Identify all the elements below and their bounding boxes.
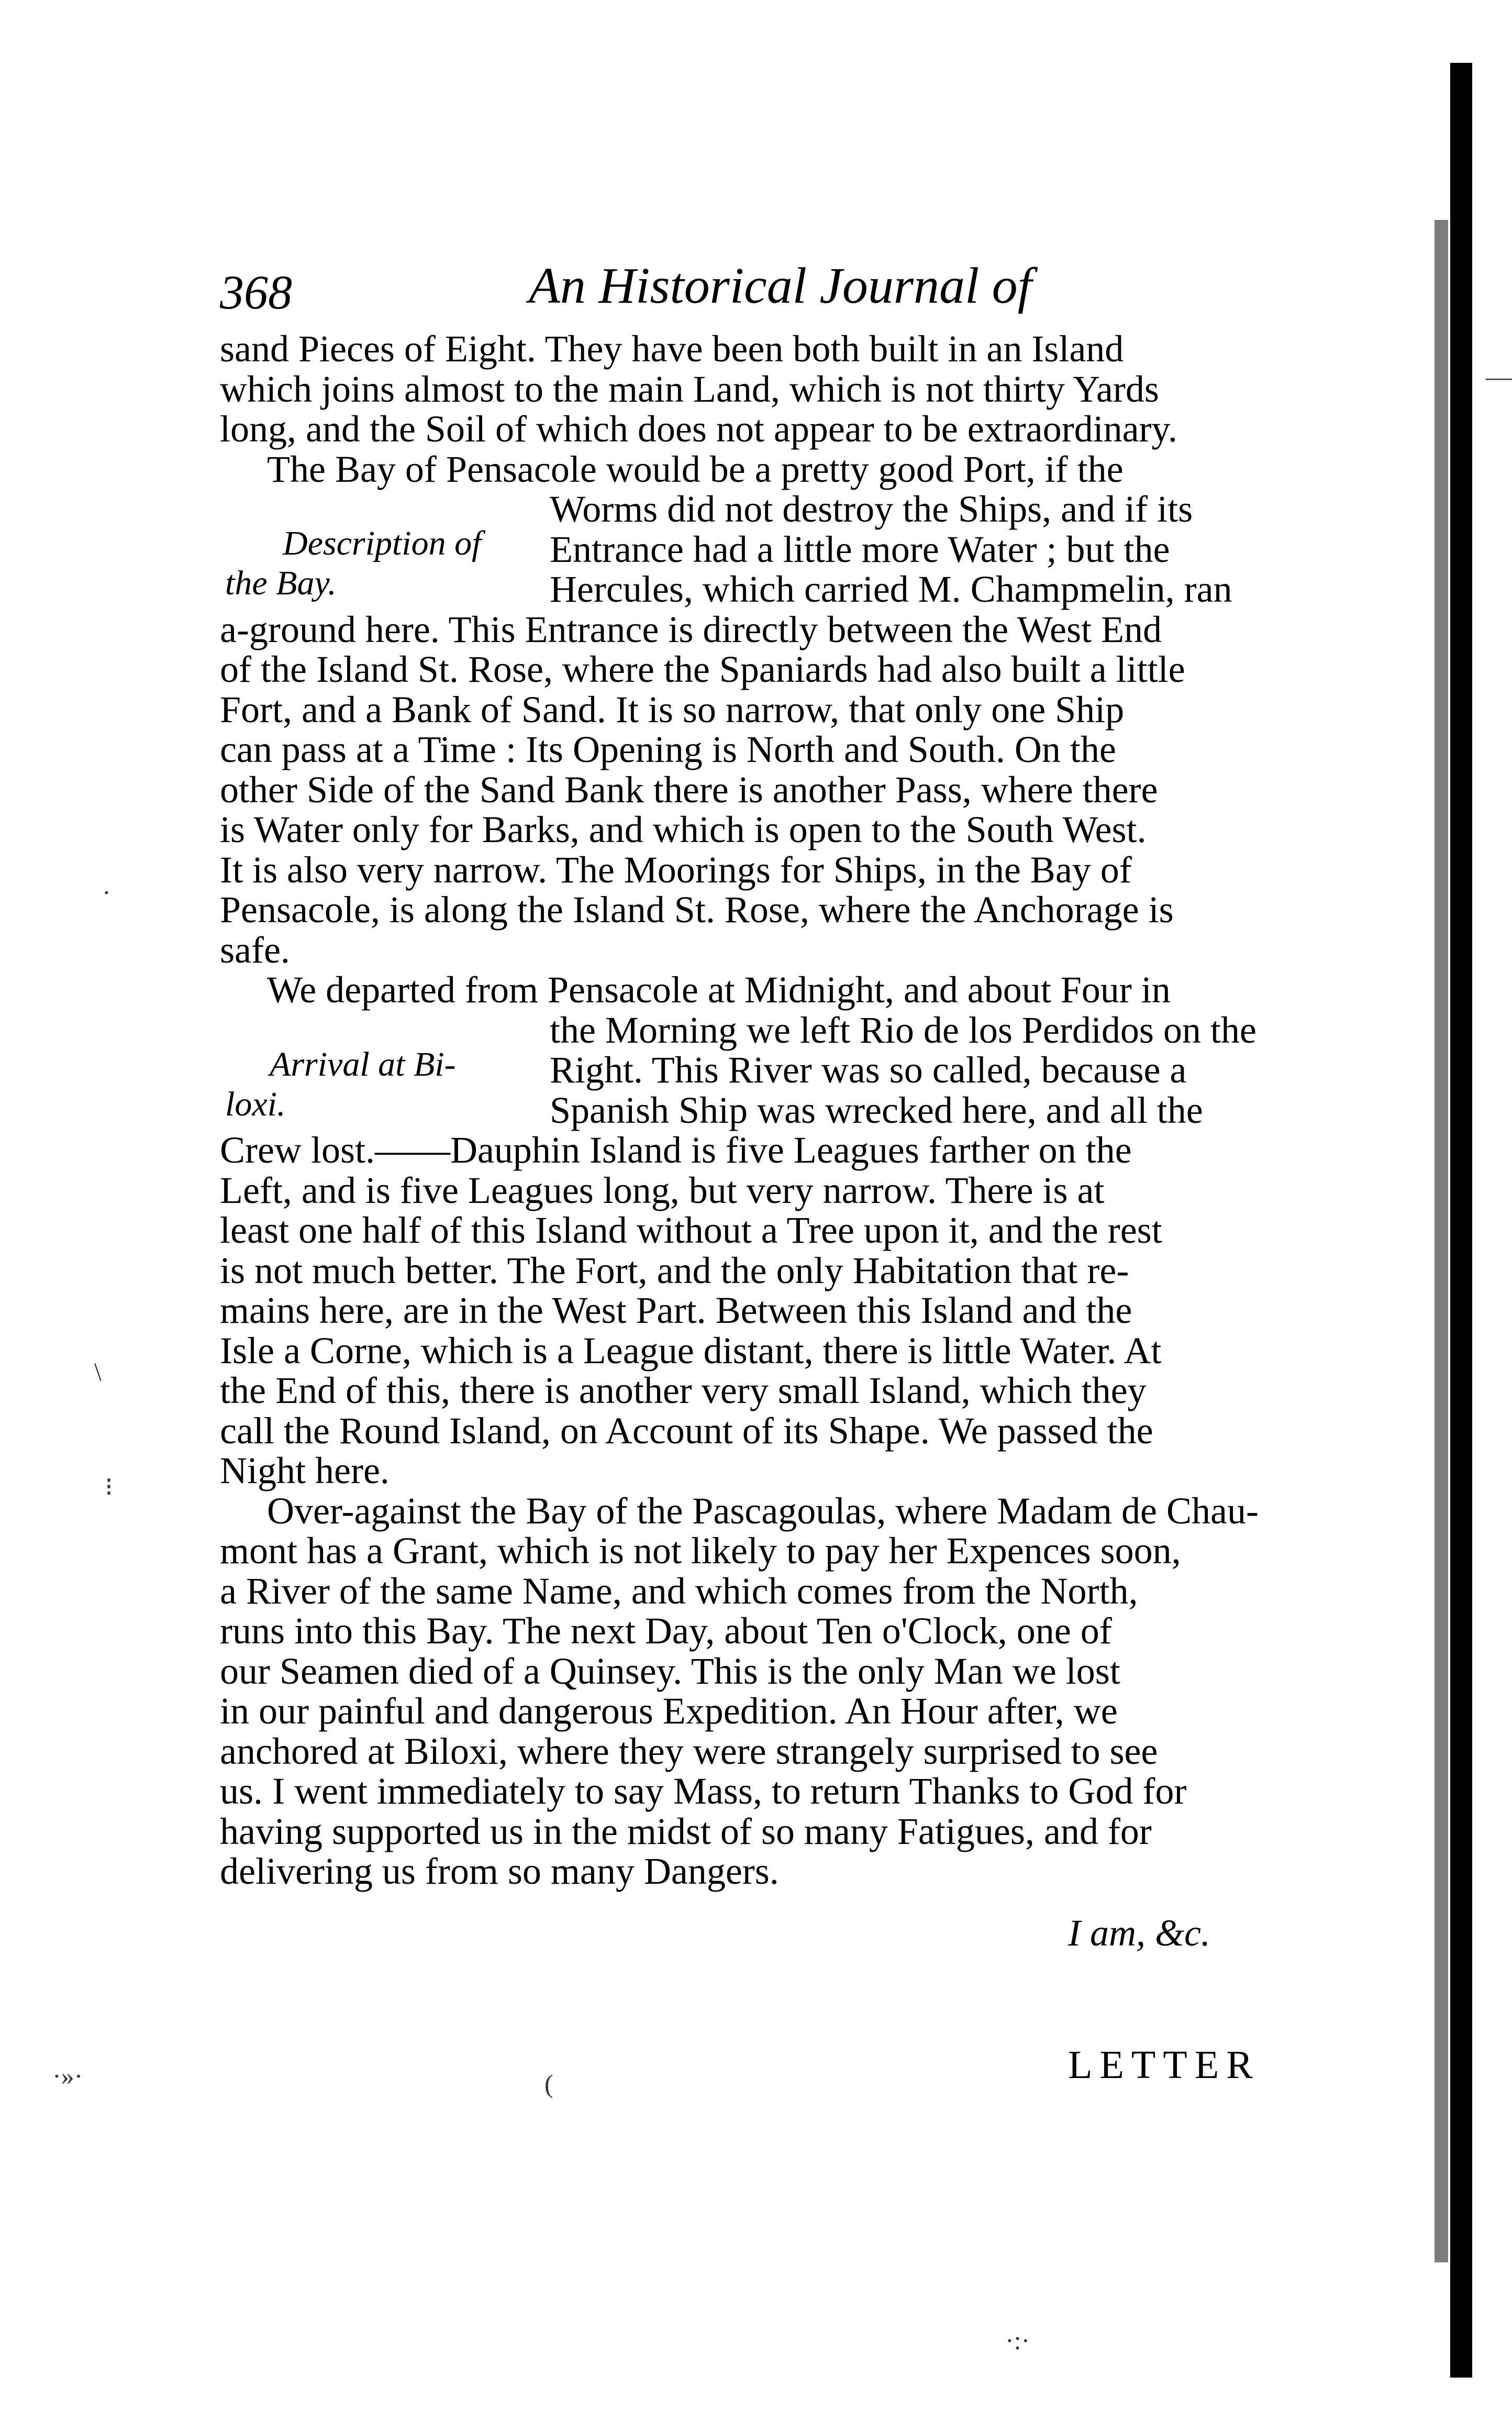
text-line: Fort, and a Bank of Sand. It is so narrow, that only one Ship — [220, 688, 1125, 731]
page-edge-shadow — [1435, 220, 1448, 2262]
catchword: LETTER — [1068, 2043, 1260, 2087]
sidenote-arrival-line-2: loxi. — [225, 1085, 286, 1123]
text-line: Spanish Ship was wrecked here, and all the — [550, 1089, 1203, 1131]
text-line: Isle a Corne, which is a League distant, there is little Water. At — [220, 1329, 1162, 1372]
text-line: a River of the same Name, and which comes from the North, — [220, 1570, 1138, 1612]
text-line: is Water only for Barks, and which is open to the South West. — [220, 809, 1147, 850]
text-line: the Morning we left Rio de los Perdidos on the — [550, 1009, 1257, 1051]
text-line: mont has a Grant, which is not likely to pay her Expences soon, — [220, 1530, 1181, 1572]
text-line: runs into this Bay. The next Day, about Ten o'Clock, one of — [220, 1610, 1112, 1652]
ink-speck: ·:· — [1005, 2326, 1030, 2355]
text-line: call the Round Island, on Account of its Shape. We passed the — [220, 1409, 1153, 1452]
running-head: An Historical Journal of — [529, 258, 1032, 314]
text-line: We departed from Pensacole at Midnight, and about Four in — [267, 969, 1171, 1011]
ink-speck: \ — [94, 1357, 102, 1386]
text-line: Hercules, which carried M. Champmelin, ran — [550, 568, 1232, 610]
text-line: which joins almost to the main Land, which is not thirty Yards — [220, 368, 1159, 410]
text-line: Over-against the Bay of the Pascagoulas, where Madam de Chau- — [267, 1489, 1259, 1532]
text-line: in our painful and dangerous Expedition. An Hour after, we — [220, 1690, 1118, 1732]
text-line: Entrance had a little more Water ; but the — [550, 528, 1170, 570]
ink-speck: — — [1486, 362, 1512, 391]
text-line: can pass at a Time : Its Opening is North and South. On the — [220, 728, 1116, 770]
text-line: Left, and is five Leagues long, but very narrow. There is at — [220, 1169, 1105, 1211]
text-line: Pensacole, is along the Island St. Rose, where the Anchorage is — [220, 889, 1174, 931]
page-edge-bar — [1450, 63, 1472, 2378]
ink-speck: ( — [544, 2069, 553, 2098]
signoff: I am, &c. — [1068, 1912, 1210, 1954]
text-line: us. I went immediately to say Mass, to return Thanks to God for — [220, 1770, 1187, 1812]
text-line: Worms did not destroy the Ships, and if its — [550, 488, 1193, 530]
text-line: a-ground here. This Entrance is directly between the West End — [220, 608, 1162, 650]
text-line: delivering us from so many Dangers. — [220, 1850, 779, 1892]
text-line: having supported us in the midst of so many Fatigues, and for — [220, 1810, 1152, 1852]
sidenote-description-line-2: the Bay. — [225, 564, 337, 602]
text-line: Crew lost.——Dauphin Island is five Leagues farther on the — [220, 1129, 1132, 1171]
text-line: least one half of this Island without a Tree upon it, and the rest — [220, 1209, 1162, 1251]
text-line: safe. — [220, 929, 290, 971]
text-line: It is also very narrow. The Moorings for Ships, in the Bay of — [220, 848, 1132, 891]
text-line: mains here, are in the West Part. Between this Island and the — [220, 1289, 1132, 1331]
text-line: the End of this, there is another very small Island, which they — [220, 1369, 1147, 1411]
ink-speck: · — [102, 878, 111, 907]
text-line: The Bay of Pensacole would be a pretty good Port, if the — [267, 448, 1124, 490]
ink-speck: ⁝ — [105, 1472, 113, 1501]
text-line: Right. This River was so called, because a — [550, 1049, 1187, 1091]
text-line: long, and the Soil of which does not appear to be extraordinary. — [220, 408, 1177, 450]
text-line: other Side of the Sand Bank there is another Pass, where there — [220, 768, 1158, 811]
text-line: Night here. — [220, 1450, 390, 1491]
text-line: anchored at Biloxi, where they were strangely surprised to see — [220, 1730, 1158, 1772]
main-text-block — [220, 329, 1309, 1892]
text-line: is not much better. The Fort, and the only Habitation that re- — [220, 1249, 1129, 1291]
text-line: of the Island St. Rose, where the Spaniards had also built a little — [220, 648, 1185, 690]
sidenote-arrival-line-1: Arrival at Bi- — [270, 1045, 456, 1084]
sidenote-description-line-1: Description of — [283, 524, 482, 562]
ink-speck: ·»· — [52, 2061, 83, 2091]
page-number: 368 — [220, 266, 292, 319]
text-line: our Seamen died of a Quinsey. This is the only Man we lost — [220, 1650, 1120, 1692]
text-line: sand Pieces of Eight. They have been both built in an Island — [220, 328, 1124, 370]
